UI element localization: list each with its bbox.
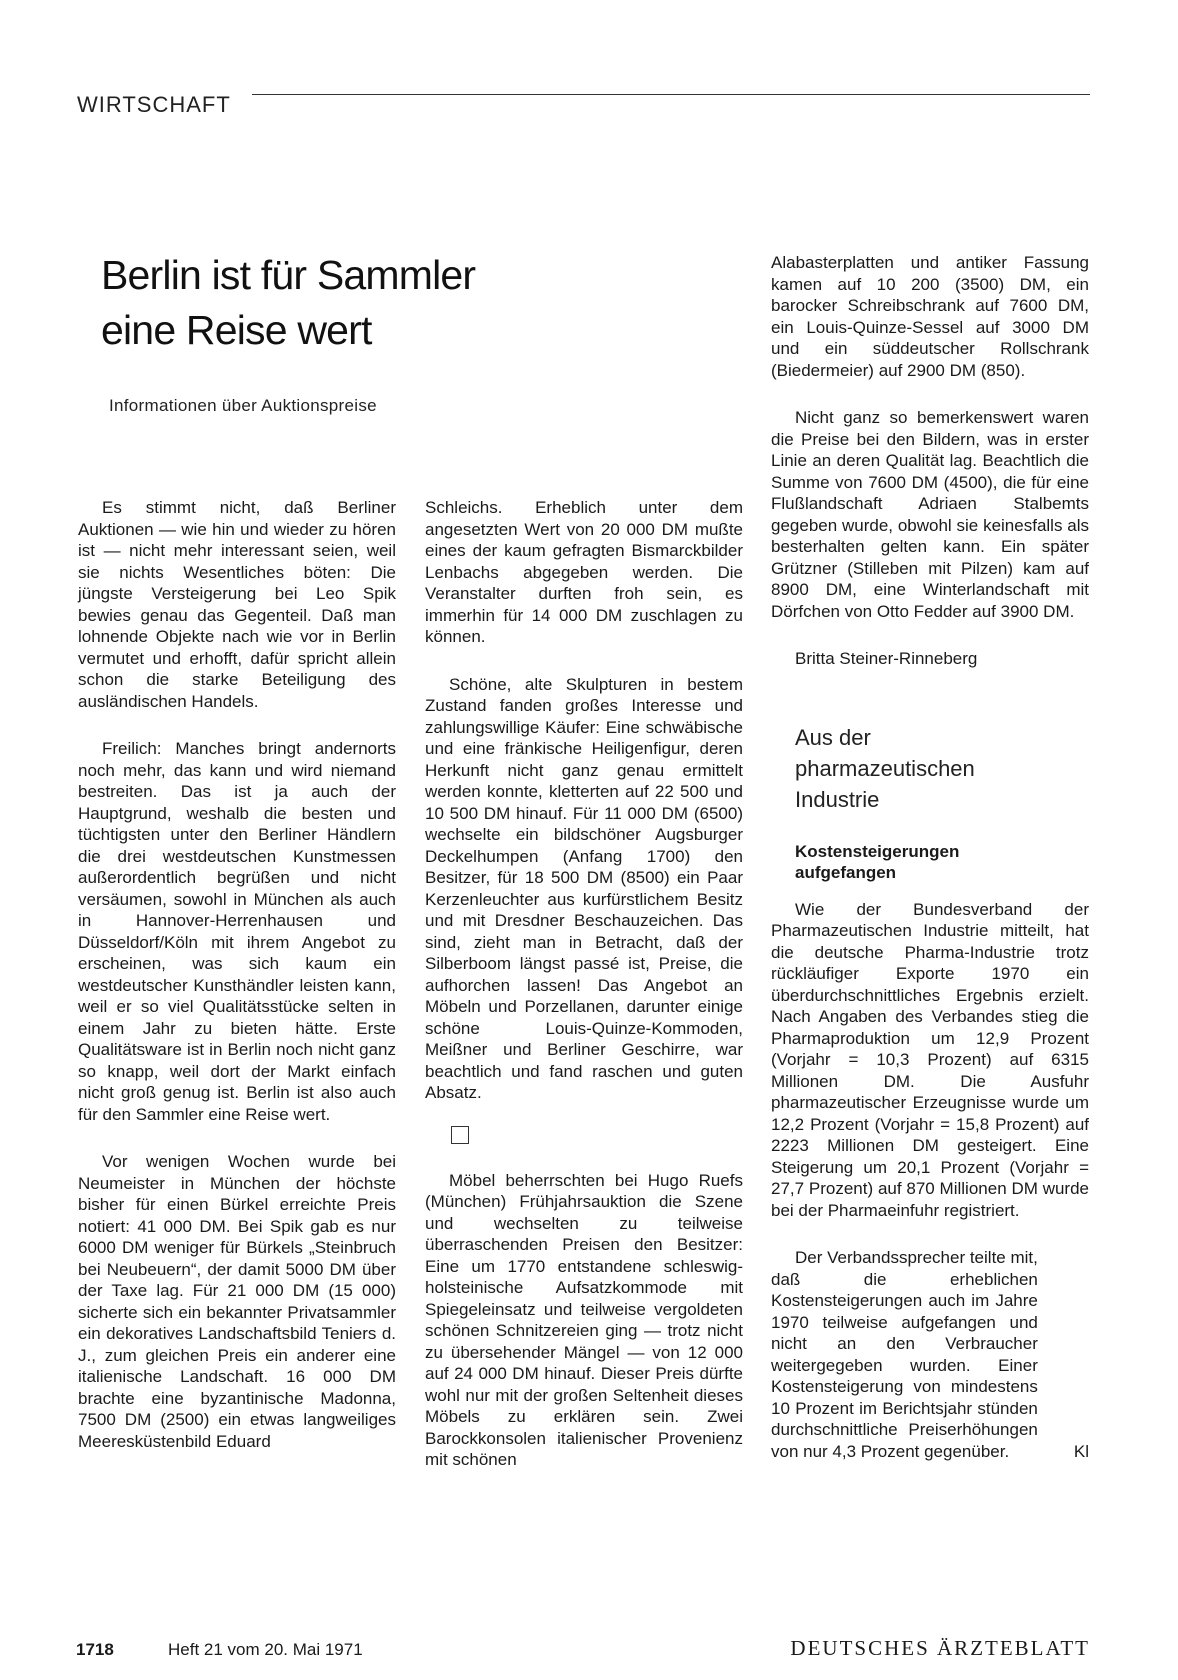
article-paragraph: Schleichs. Erheblich unter dem angesetzten Wert von 20 000 DM mußte eines der kaum gefragten Bismarckbilder Lenbachs abgegeben werden. Die Veranstalter durften froh sein, es immerhin für 14 000 DM zuschlagen zu können. [425, 498, 743, 646]
section-break-box [451, 1126, 469, 1144]
article-paragraph: Freilich: Manches bringt andernorts noch mehr, das kann und wird niemand bestreiten. Das ist ja auch der Hauptgrund, weshalb die besten und tüchtigsten unter den Berliner Händlern die drei westdeutschen Kunstmessen außerordentlich begrüßen und nicht versäumen, sowohl in München als auch in Hannover-Herrenhausen und Düsseldorf/Köln mit ihrem Angebot zu erscheinen, was sich kaum ein westdeutscher Kunsthändler leisten kann, weil er so viel Qualitätsstücke selten in einem Jahr zu bieten hätte. Erste Qualitätsware ist in Berlin noch nicht ganz so knapp, weil dort der Markt einfach nicht groß genug ist. Berlin ist also auch für den Sammler eine Reise wert. [78, 739, 396, 1124]
publication-masthead: DEUTSCHES ÄRZTEBLATT [790, 1636, 1090, 1660]
sidebar-headline-line: Aus der [795, 724, 871, 750]
text-column-1 [78, 497, 396, 1478]
article-headline [101, 248, 621, 358]
headline-line: Berlin ist für Sammler [101, 252, 476, 298]
sidebar-headline-line: pharmazeutischen [795, 755, 975, 781]
sidebar-signature: Kl [1073, 1441, 1089, 1461]
text-column-2 [425, 497, 743, 1497]
sidebar-paragraph-last [771, 1247, 1089, 1462]
sidebar-deck [795, 841, 1089, 883]
article-paragraph: Es stimmt nicht, daß Berliner Auktionen — wie hin und wieder zu hören ist — nicht mehr interessant seien, weil sie nichts Wesentliches böten: Die jüngste Versteigerung bei Leo Spik bewies genau das Gegenteil. Daß man lohnende Objekte nach wie vor in Berlin vermutet und erhofft, dafür spricht allein schon die starke Beteiligung des ausländischen Handels. [78, 498, 396, 711]
issue-info: Heft 21 vom 20. Mai 1971 [168, 1640, 363, 1659]
article-paragraph: Vor wenigen Wochen wurde bei Neumeister in München der höchste bisher für einen Bürkel erreichte Preis notiert: 41 000 DM. Bei Spik gab es nur 6000 DM weniger für Bürkels „Steinbruch bei Neubeuern“, der damit 5000 DM über der Taxe lag. Für 21 000 DM (15 000) sicherte sich ein bekannter Privatsammler ein dekoratives Landschaftsbild Teniers d. J., zum gleichen Preis ein anderer eine italienische Landschaft. 16 000 DM brachte eine byzantinische Madonna, 7500 DM (2500) ein etwas langweiliges Meeresküstenbild Eduard [78, 1152, 396, 1451]
section-label: WIRTSCHAFT [77, 92, 231, 117]
sidebar-deck-line: aufgefangen [795, 862, 897, 882]
article-paragraph: Nicht ganz so bemerkenswert waren die Preise bei den Bildern, was in erster Linie an deren Qualität lag. Beachtlich die Summe von 7600 DM (4500), die für eine Flußlandschaft Adriaen Stalbemts gegeben wurde, obwohl sie keinesfalls als besterhalten gelten kann. Ein später Grützner (Stilleben mit Pilzen) kam auf 8900 DM, eine Winterlandschaft mit Dörfchen von Otto Fedder auf 3900 DM. [771, 408, 1089, 621]
article-byline: Britta Steiner-Rinneberg [795, 649, 978, 668]
article-paragraph: Alabasterplatten und antiker Fassung kamen auf 10 200 (3500) DM, ein barocker Schreibschrank auf 7600 DM, ein Louis-Quinze-Sessel auf 3000 DM und ein süddeutscher Rollschrank (Biedermeier) auf 2900 DM (850). [771, 253, 1089, 380]
sidebar-headline [795, 722, 1089, 815]
sidebar-paragraph: Der Verbandssprecher teilte mit, daß die erheblichen Kostensteigerungen auch im Jahre 1970 teilweise aufgefangen und nicht an den Verbraucher weitergegeben wurden. Einer Kostensteigerung von mindestens 10 Prozent im Berichtsjahr stünden durchschnittliche Preiserhöhungen von nur 4,3 Prozent gegenüber. [771, 1248, 1038, 1461]
text-column-3 [771, 252, 1089, 1488]
page-number: 1718 [76, 1640, 114, 1659]
sidebar-headline-line: Industrie [795, 786, 880, 812]
article-paragraph: Schöne, alte Skulpturen in bestem Zustand fanden großes Interesse und zahlungswillige Käufer: Eine schwäbische und eine fränkische Heiligenfigur, deren Herkunft nicht ganz genau ermittelt werden konnte, kletterten auf 22 500 und 10 500 DM hinauf. Für 11 000 DM (6500) wechselte ein bildschöner Augsburger Deckelhumpen (Anfang 1700) den Besitzer, für 18 500 DM (8500) ein Paar Kerzenleuchter aus kurfürstlichem Besitz und mit Dresdner Beschauzeichen. Das sind, zieht man in Betracht, daß der Silberboom längst passé ist, Preise, die aufhorchen lassen! Das Angebot an Möbeln und Porzellanen, darunter einige schöne Louis-Quinze-Kommoden, Meißner und Berliner Geschirre, war beachtlich und fand raschen und guten Absatz. [425, 674, 743, 1102]
sidebar-deck-line: Kostensteigerungen [795, 841, 960, 861]
sidebar-paragraph: Wie der Bundesverband der Pharmazeutischen Industrie mitteilt, hat die deutsche Pharma-Industrie trotz rückläufiger Exporte 1970 ein überdurchschnittliches Ergebnis erzielt. Nach Angaben des Verbandes stieg die Pharmaproduktion um 12,9 Prozent (Vorjahr = 10,3 Prozent) auf 6315 Millionen DM. Die Ausfuhr pharmazeutischer Erzeugnisse wurde um 12,2 Prozent (Vorjahr = 15,8 Prozent) auf 2223 Millionen DM gesteigert. Eine Steigerung um 20,1 Prozent (Vorjahr = 27,7 Prozent) auf 870 Millionen DM wurde bei der Pharmaeinfuhr registriert. [771, 899, 1089, 1220]
headline-line: eine Reise wert [101, 307, 372, 353]
article-paragraph: Möbel beherrschten bei Hugo Ruefs (München) Frühjahrsauktion die Szene und wechselten zu teilweise überraschenden Preisen den Besitzer: Eine um 1770 entstandene schleswig-holsteinische Aufsatzkommode mit Spiegeleinsatz und teilweise vergoldeten schönen Schnitzereien ging — trotz nicht zu übersehender Mängel — von 12 000 auf 24 000 DM hinauf. Dieser Preis dürfte wohl nur mit der großen Seltenheit dieses Möbels zu erklären sein. Zwei Barockkonsolen italienischer Provenienz mit schönen [425, 1170, 743, 1469]
section-rule [252, 94, 1090, 95]
article-subtitle: Informationen über Auktionspreise [109, 396, 377, 415]
